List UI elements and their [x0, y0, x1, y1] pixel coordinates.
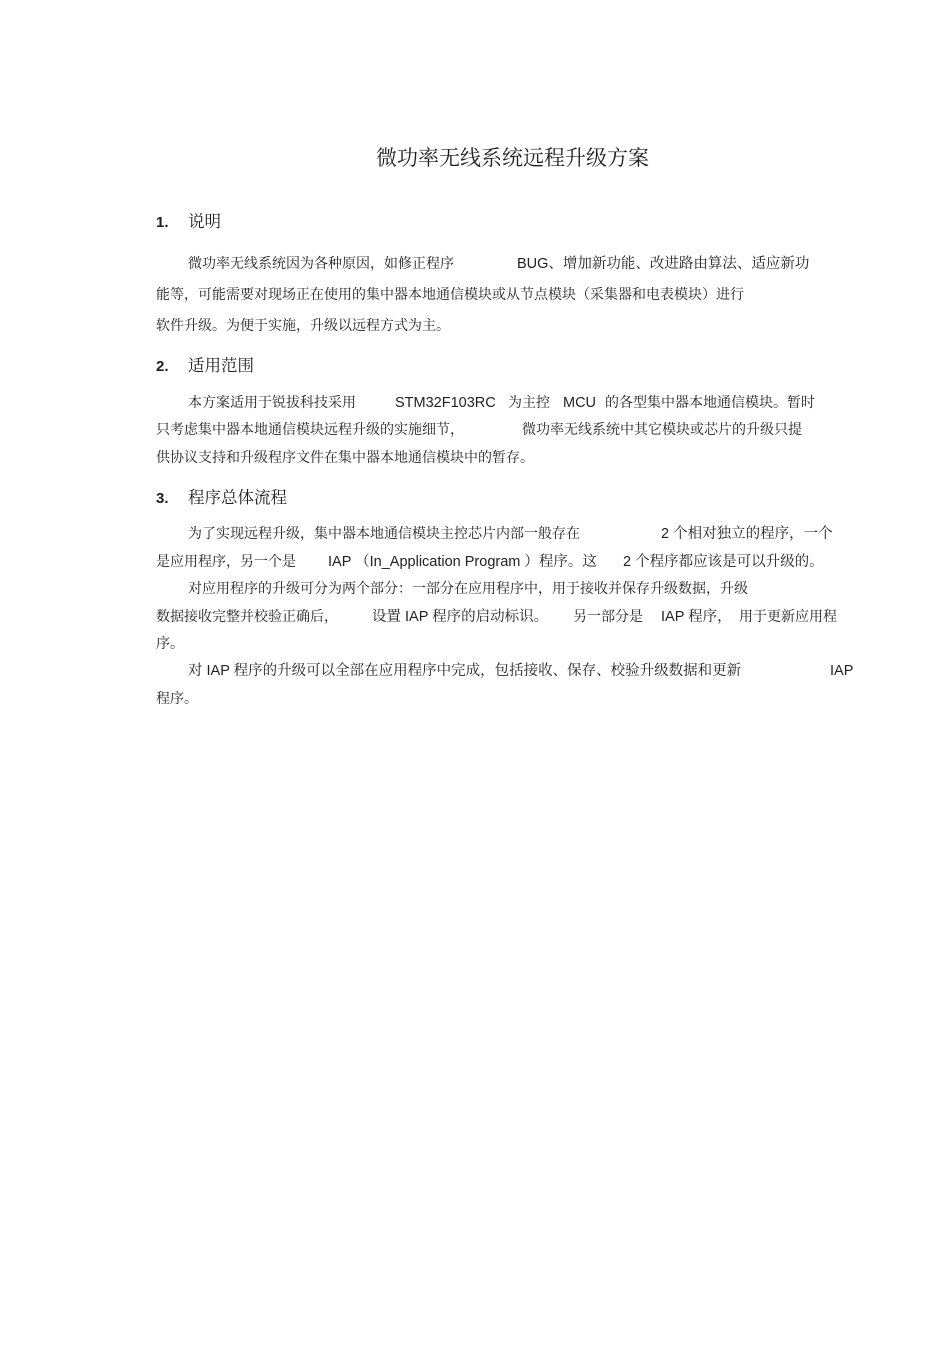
text-segment: MCU: [563, 395, 597, 411]
paragraph-line: [156, 689, 198, 709]
text-segment: 序。: [156, 636, 184, 652]
text-segment: 对 IAP 程序的升级可以全部在应用程序中完成，包括接收、保存、校验升级数据和更新: [188, 663, 742, 679]
text-segment: 另一部分是: [573, 609, 643, 625]
paragraph-line: [156, 448, 534, 468]
text-segment: BUG、增加新功能、改进路由算法、适应新功: [517, 256, 810, 272]
paragraph-line: [156, 634, 184, 654]
paragraph-line: [156, 285, 744, 305]
text-segment: 为主控: [508, 395, 550, 411]
text-segment: 本方案适用于锐拔科技采用: [188, 395, 356, 411]
text-segment: IAP 程序，: [661, 609, 732, 625]
text-segment: 对应用程序的升级可分为两个部分：一部分在应用程序中，用于接收并保存升级数据，升级: [188, 581, 748, 597]
text-segment: IAP （In_Application Program ）程序。这: [328, 554, 597, 570]
text-segment: 的各型集中器本地通信模块。暂时: [605, 395, 815, 411]
text-segment: 只考虑集中器本地通信模块远程升级的实施细节，: [156, 422, 464, 438]
section-heading-2: [156, 355, 254, 378]
text-segment: 软件升级。为便于实施，升级以远程方式为主。: [156, 318, 450, 334]
text-segment: 用于更新应用程: [739, 609, 837, 625]
text-segment: 微功率无线系统因为各种原因，如修正程序: [188, 256, 454, 272]
section-title: 适用范围: [188, 356, 254, 375]
section-title: 说明: [188, 212, 221, 231]
section-title: 程序总体流程: [188, 488, 287, 507]
text-segment: 2 个程序都应该是可以升级的。: [623, 554, 824, 570]
text-segment: 为了实现远程升级，集中器本地通信模块主控芯片内部一般存在: [188, 526, 580, 542]
section-number: 3.: [156, 490, 169, 507]
text-segment: 是应用程序，另一个是: [156, 554, 296, 570]
text-segment: 设置 IAP 程序的启动标识。: [372, 609, 549, 625]
text-segment: 能等，可能需要对现场正在使用的集中器本地通信模块或从节点模块（采集器和电表模块）进行: [156, 287, 744, 303]
text-segment: 供协议支持和升级程序文件在集中器本地通信模块中的暂存。: [156, 450, 534, 466]
text-segment: STM32F103RC: [395, 395, 496, 411]
section-heading-3: [156, 487, 287, 510]
document-title: 微功率无线系统远程升级方案: [376, 146, 649, 170]
paragraph-line: [188, 579, 748, 599]
section-number: 1.: [156, 214, 169, 231]
text-segment: 数据接收完整并校验正确后，: [156, 609, 338, 625]
text-segment: 2 个相对独立的程序，一个: [661, 526, 833, 542]
paragraph-line: [156, 316, 450, 336]
text-segment: IAP: [830, 663, 854, 679]
text-segment: 程序。: [156, 691, 198, 707]
text-segment: 微功率无线系统中其它模块或芯片的升级只提: [522, 422, 802, 438]
section-heading-1: [156, 211, 221, 234]
section-number: 2.: [156, 358, 169, 375]
